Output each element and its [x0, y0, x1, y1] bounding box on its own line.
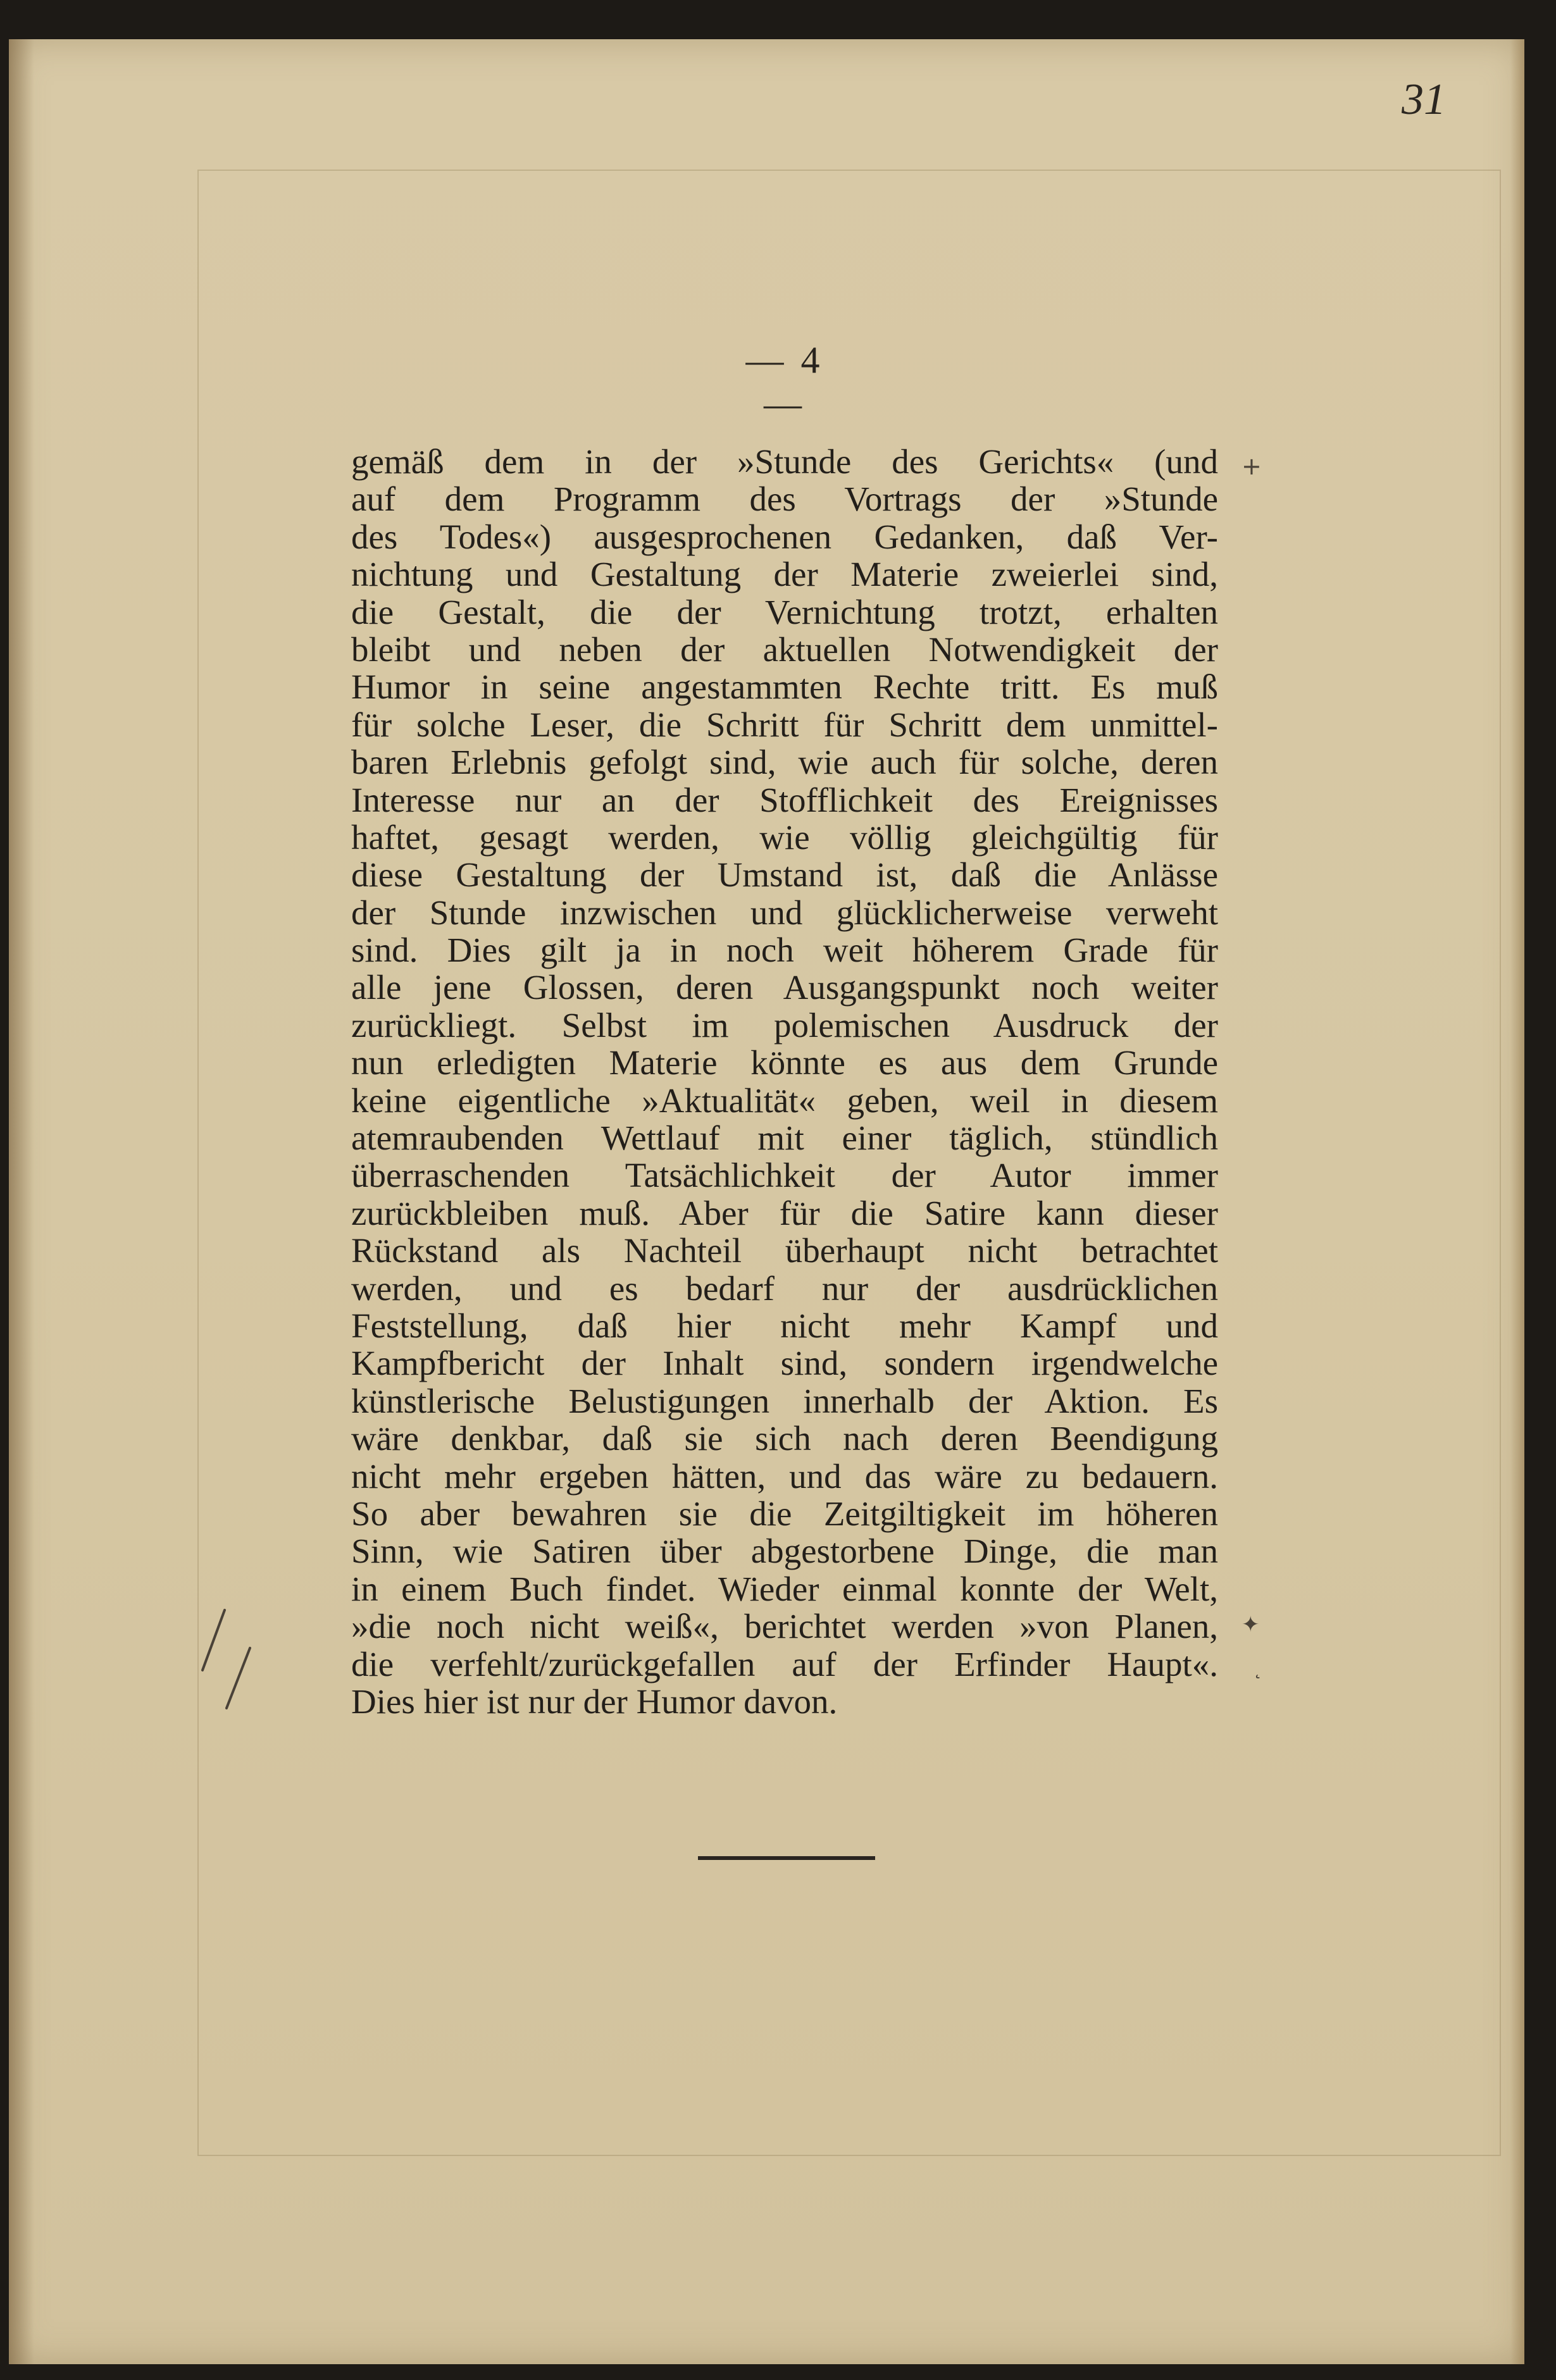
text-line: in einem Buch findet. Wieder einmal konnte der Welt, [351, 1569, 1218, 1608]
text-line: künstlerische Belustigungen innerhalb der Aktion. Es [351, 1381, 1218, 1420]
text-line: zurückliegt. Selbst im polemischen Ausdruck der [351, 1005, 1218, 1044]
text-line: Interesse nur an der Stofflichkeit des Ereignisses [351, 780, 1218, 819]
text-line: baren Erlebnis gefolgt sind, wie auch für solche, deren [351, 743, 1218, 782]
text-line: der Stunde inzwischen und glücklicherweise verweht [351, 893, 1218, 932]
text-line: werden, und es bedarf nur der ausdrücklichen [351, 1268, 1218, 1308]
text-line: »die noch nicht weiß«, berichtet werden »von Planen, [351, 1607, 1218, 1646]
text-line: alle jene Glossen, deren Ausgangspunkt noch weiter [351, 968, 1218, 1007]
text-line: Sinn, wie Satiren über abgestorbene Dinge, die man [351, 1532, 1218, 1571]
text-line: die Gestalt, die der Vernichtung trotzt, erhalten [351, 592, 1218, 631]
text-line: bleibt und neben der aktuellen Notwendigkeit der [351, 629, 1218, 669]
text-line: keine eigentliche »Aktualität« geben, weil in diesem [351, 1081, 1218, 1120]
text-line: Feststellung, daß hier nicht mehr Kampf und [351, 1306, 1218, 1345]
text-line: des Todes«) ausgesprochenen Gedanken, daß Ver- [351, 517, 1218, 556]
margin-dot-mark: ˛ [1253, 1658, 1262, 1680]
text-line: sind. Dies gilt ja in noch weit höherem Grade für [351, 931, 1218, 970]
text-line: nicht mehr ergeben hätten, und das wäre zu bedauern. [351, 1456, 1218, 1496]
margin-star-mark: ✦ [1242, 1612, 1260, 1637]
page-number: — 4 — [745, 339, 824, 425]
text-line: zurückbleiben muß. Aber für die Satire kann dieser [351, 1193, 1218, 1232]
text-line: auf dem Programm des Vortrags der »Stunde [351, 480, 1218, 519]
text-line: für solche Leser, die Schritt für Schritt dem unmittel- [351, 705, 1218, 744]
handwritten-archive-number: 31 [1402, 75, 1446, 124]
margin-plus-mark: + [1242, 452, 1262, 480]
text-line: die verfehlt/zurückgefallen auf der Erfinder Haupt«. [351, 1644, 1218, 1683]
end-of-text-rule [698, 1856, 875, 1860]
text-line: überraschenden Tatsächlichkeit der Autor immer [351, 1156, 1218, 1195]
text-line: nun erledigten Materie könnte es aus dem Grunde [351, 1043, 1218, 1082]
text-line: wäre denkbar, daß sie sich nach deren Beendigung [351, 1419, 1218, 1458]
body-paragraph [351, 443, 1218, 1720]
text-line-last: Dies hier ist nur der Humor davon. [351, 1682, 838, 1721]
text-line: haftet, gesagt werden, wie völlig gleichgültig für [351, 817, 1218, 857]
text-line: Humor in seine angestammten Rechte tritt. Es muß [351, 667, 1218, 707]
page-edge-shadow [1510, 39, 1524, 2364]
pencil-slash-marks [190, 1601, 272, 1714]
text-line: So aber bewahren sie die Zeitgiltigkeit im höheren [351, 1494, 1218, 1533]
spine-shadow [9, 39, 34, 2364]
text-line: Rückstand als Nachteil überhaupt nicht betrachtet [351, 1231, 1218, 1270]
text-line: nichtung und Gestaltung der Materie zweierlei sind, [351, 555, 1218, 594]
text-line: Kampfbericht der Inhalt sind, sondern irgendwelche [351, 1344, 1218, 1383]
text-line: gemäß dem in der »Stunde des Gerichts« (und [351, 442, 1218, 481]
text-line: atemraubenden Wettlauf mit einer täglich, stündlich [351, 1119, 1218, 1158]
text-line: diese Gestaltung der Umstand ist, daß die Anlässe [351, 855, 1218, 895]
